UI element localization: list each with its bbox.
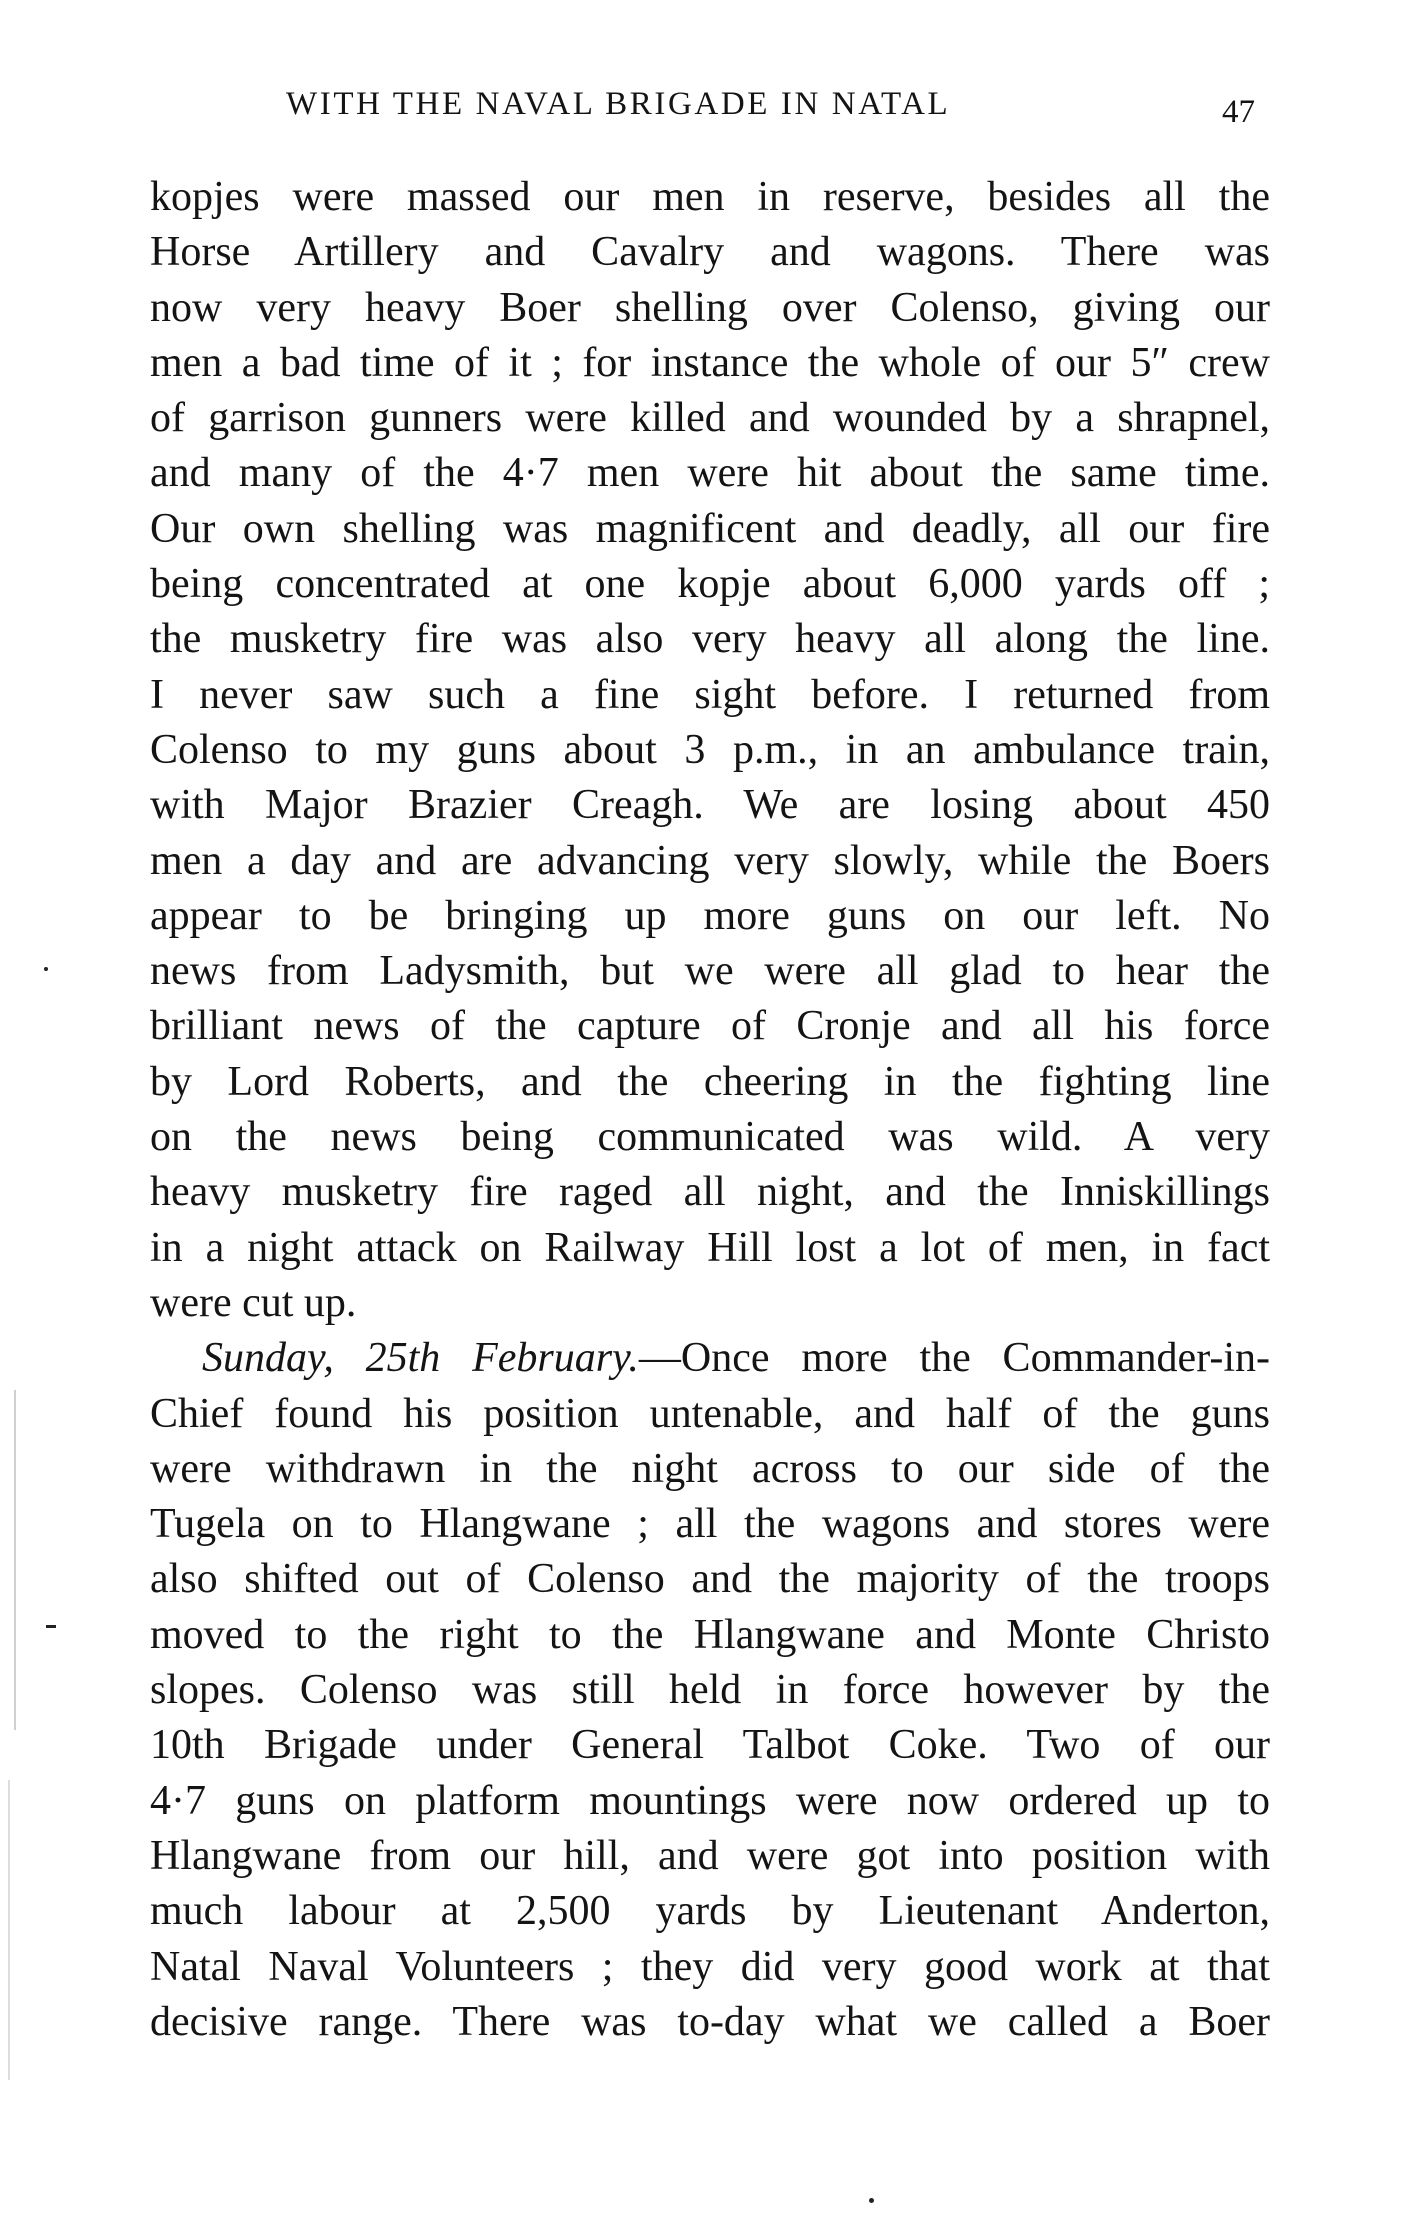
text-line: appear to be bringing up more guns on our left. No	[150, 892, 1270, 939]
scan-speck-mark	[8, 1780, 10, 2080]
text-line: Horse Artillery and Cavalry and wagons. There was	[150, 229, 1270, 276]
text-line: also shifted out of Colenso and the majority of the troops	[150, 1556, 1270, 1603]
text-line: heavy musketry fire raged all night, and the Inniskillings	[150, 1169, 1270, 1216]
text-line: being concentrated at one kopje about 6,000 yards off ;	[150, 561, 1270, 608]
page-number: 47	[1222, 94, 1255, 130]
text-line: Tugela on to Hlangwane ; all the wagons and stores were	[150, 1501, 1270, 1548]
text-line: Natal Naval Volunteers ; they did very good work at that	[150, 1943, 1270, 1990]
scan-dot-mark	[869, 2198, 874, 2203]
text-line: the musketry fire was also very heavy all along the line.	[150, 616, 1270, 663]
text-line: now very heavy Boer shelling over Colenso, giving our	[150, 284, 1270, 331]
text-line: were cut up.	[150, 1279, 357, 1326]
lead-text: —Once more the Commander-in-	[638, 1335, 1270, 1382]
text-line: brilliant news of the capture of Cronje and all his force	[150, 1003, 1270, 1050]
text-line: moved to the right to the Hlangwane and Monte Christo	[150, 1611, 1270, 1658]
text-line: in a night attack on Railway Hill lost a lot of men, in fact	[150, 1224, 1270, 1271]
text-line: were withdrawn in the night across to our side of the	[150, 1445, 1270, 1492]
text-line: Our own shelling was magnificent and deadly, all our fire	[150, 505, 1270, 552]
text-line: of garrison gunners were killed and wounded by a shrapnel,	[150, 395, 1270, 442]
text-line: slopes. Colenso was still held in force however by the	[150, 1667, 1270, 1714]
running-title: WITH THE NAVAL BRIGADE IN NATAL	[286, 86, 951, 122]
date-heading: Sunday, 25th February.	[202, 1335, 639, 1382]
text-line: on the news being communicated was wild. A very	[150, 1114, 1270, 1161]
text-line: decisive range. There was to-day what we called a Boer	[150, 1998, 1270, 2045]
body-text	[150, 170, 1270, 2050]
scan-speck-mark	[14, 1390, 16, 1730]
text-line: Colenso to my guns about 3 p.m., in an ambulance train,	[150, 726, 1270, 773]
text-line: men a bad time of it ; for instance the whole of our 5″ crew	[150, 339, 1270, 386]
text-line: Hlangwane from our hill, and were got into position with	[150, 1832, 1270, 1879]
text-line: 4·7 guns on platform mountings were now ordered up to	[150, 1777, 1270, 1824]
text-line: kopjes were massed our men in reserve, besides all the	[150, 174, 1270, 220]
text-line: news from Ladysmith, but we were all glad to hear the	[150, 948, 1270, 995]
text-line: Chief found his position untenable, and half of the guns	[150, 1390, 1270, 1437]
text-line: and many of the 4·7 men were hit about the same time.	[150, 450, 1270, 497]
text-line: 10th Brigade under General Talbot Coke. Two of our	[150, 1722, 1270, 1769]
scan-dot-mark	[44, 967, 48, 971]
scan-dash-mark	[46, 1625, 56, 1628]
text-line: men a day and are advancing very slowly, while the Boers	[150, 837, 1270, 884]
text-line: much labour at 2,500 yards by Lieutenant Anderton,	[150, 1888, 1270, 1935]
text-line: I never saw such a fine sight before. I returned from	[150, 671, 1270, 718]
paragraph-lead-line	[150, 1331, 1270, 1386]
text-line: by Lord Roberts, and the cheering in the fighting line	[150, 1058, 1270, 1105]
text-line: with Major Brazier Creagh. We are losing about 450	[150, 782, 1270, 829]
